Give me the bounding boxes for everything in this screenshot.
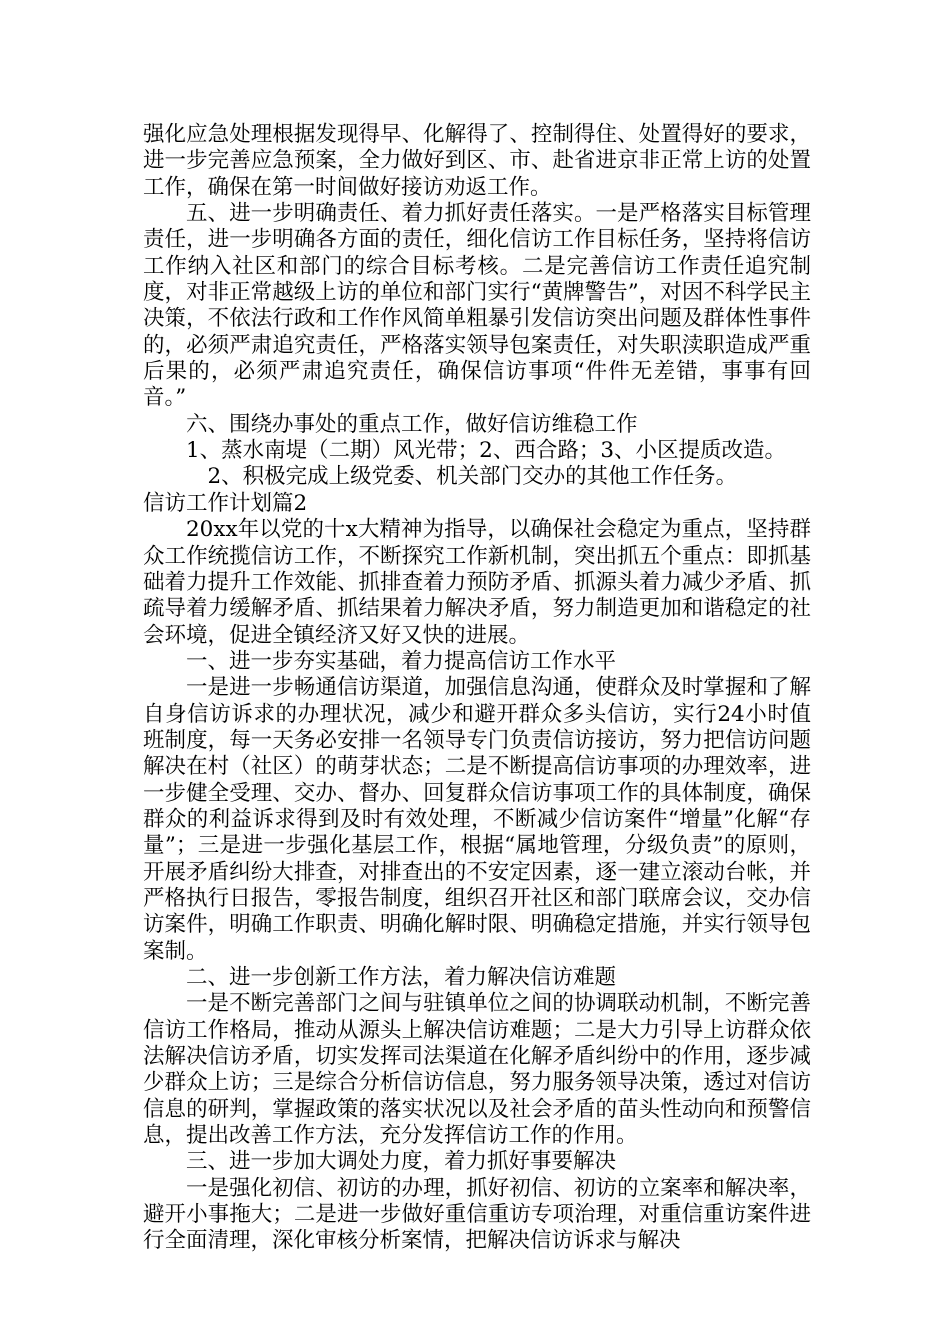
heading-part-two: 二、进一步创新工作方法，着力解决信访难题 [186, 965, 617, 990]
paragraph-section-six-heading: 六、围绕办事处的重点工作，做好信访维稳工作 [186, 411, 638, 437]
paragraph-key-projects: 1、蒸水南堤（二期）风光带；2、西合路；3、小区提质改造。 [186, 438, 787, 464]
paragraph-other-tasks: 2、积极完成上级党委、机关部门交办的其他工作任务。 [207, 464, 738, 490]
paragraph-plan-2-intro: 20xx年以党的十x大精神为指导，以确保社会稳定为重点，坚持群众工作统揽信访工作，不断探究工作新机制，突出抓五个重点：即抓基础着力提升工作效能、抓排查着力预防矛盾、抓源头着力减少矛盾、抓疏导着力缓解矛盾、抓结果着力解决矛盾，努力制造更加和谐稳定的社会环境，促进全镇经济又好又快的进展。 [143, 517, 811, 648]
paragraph-part-three-body: 一是强化初信、初访的办理，抓好初信、初访的立案率和解决率，避开小事拖大；二是进一步做好重信重访专项治理，对重信重访案件进行全面清理，深化审核分析案情，把解决信访诉求与解决 [143, 1175, 811, 1254]
section-title-plan-2: 信访工作计划篇2 [143, 490, 308, 516]
paragraph-part-one-body: 一是进一步畅通信访渠道，加强信息沟通，使群众及时掌握和了解自身信访诉求的办理状况，减少和避开群众多头信访，实行24小时值班制度，每一天务必安排一名领导专门负责信访接访，努力把信访问题解决在村（社区）的萌芽状态；二是不断提高信访事项的办理效率，进一步健全受理、交办、督办、回复群众信访事项工作的具体制度，确保群众的利益诉求得到及时有效处理，不断减少信访案件“增量”化解“存量”；三是进一步强化基层工作，根据“属地管理，分级负责”的原则，开展矛盾纠纷大排查，对排查出的不安定因素，逐一建立滚动台帐，并严格执行日报告，零报告制度，组织召开社区和部门联席会议，交办信访案件，明确工作职责、明确化解时限、明确稳定措施，并实行领导包案制。 [143, 675, 811, 964]
document-page [143, 122, 811, 1255]
heading-part-one: 一、进一步夯实基础，着力提高信访工作水平 [186, 648, 617, 674]
paragraph-emergency-handling: 强化应急处理根据发现得早、化解得了、控制得住、处置得好的要求，进一步完善应急预案，全力做好到区、市、赴省进京非正常上访的处置工作，确保在第一时间做好接访劝返工作。 [143, 122, 811, 200]
heading-part-three: 三、进一步加大调处力度，着力抓好事要解决 [186, 1149, 617, 1175]
paragraph-part-two-body: 一是不断完善部门之间与驻镇单位之间的协调联动机制，不断完善信访工作格局，推动从源头上解决信访难题；二是大力引导上访群众依法解决信访矛盾，切实发挥司法渠道在化解矛盾纠纷中的作用，逐步减少群众上访；三是综合分析信访信息，努力服务领导决策，透过对信访信息的研判，掌握政策的落实状况以及社会矛盾的苗头性动向和预警信息，提出改善工作方法，充分发挥信访工作的作用。 [143, 991, 811, 1149]
paragraph-section-five: 五、进一步明确责任、着力抓好责任落实。一是严格落实目标管理责任，进一步明确各方面的责任，细化信访工作目标任务，坚持将信访工作纳入社区和部门的综合目标考核。二是完善信访工作责任追究制度，对非正常越级上访的单位和部门实行“黄牌警告”，对因不科学民主决策，不依法行政和工作作风简单粗暴引发信访突出问题及群体性事件的，必须严肃追究责任，严格落实领导包案责任，对失职渎职造成严重后果的，必须严肃追究责任，确保信访事项“件件无差错，事事有回音。” [143, 201, 811, 411]
